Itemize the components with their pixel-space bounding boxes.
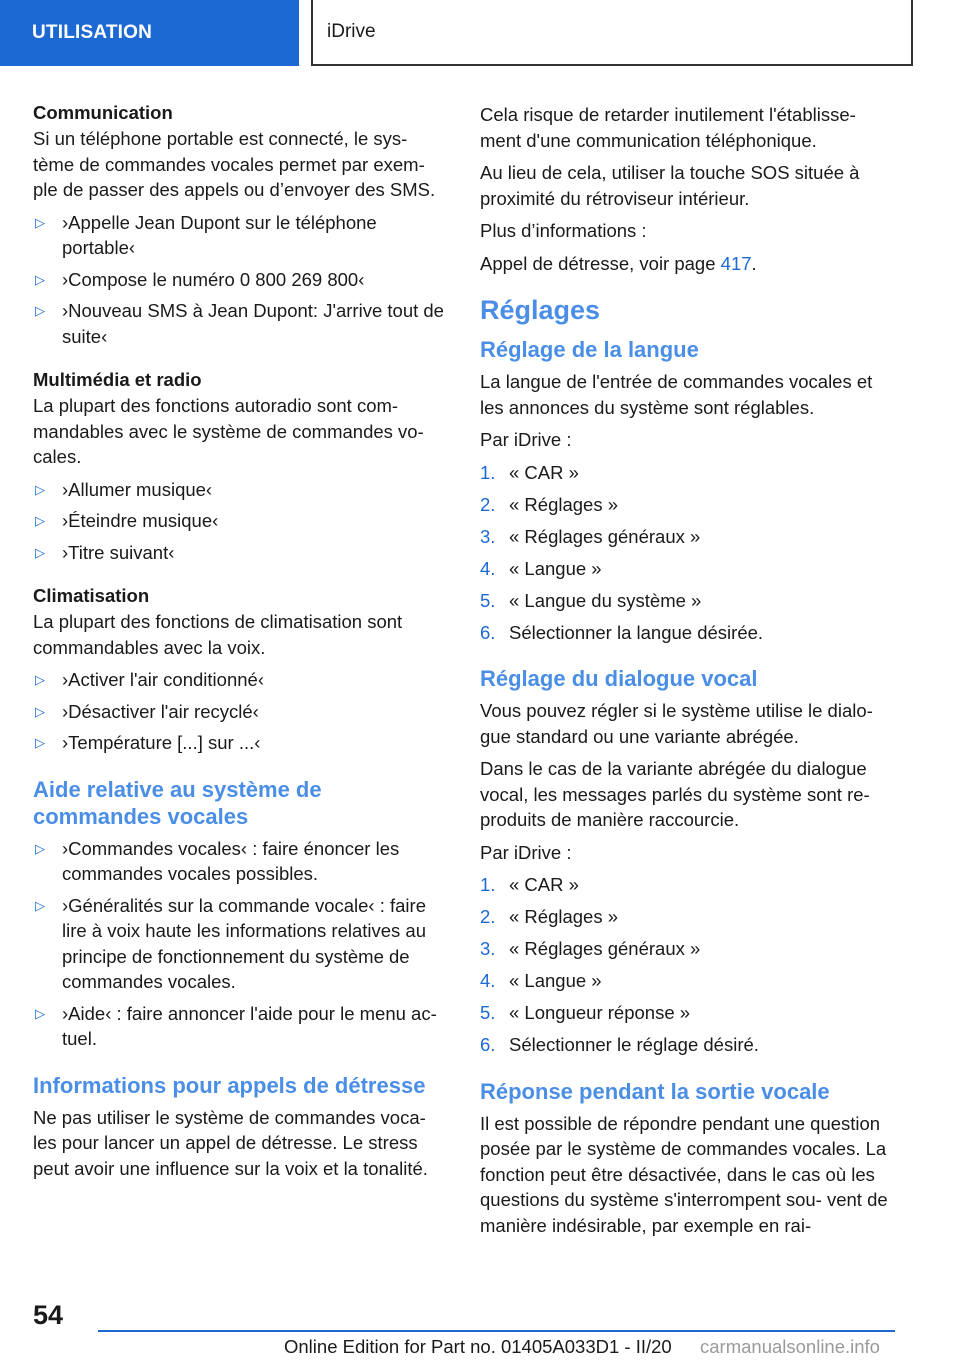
- list-item: ▷ ›Désactiver l'air recyclé‹: [33, 699, 445, 725]
- dialog-steps: [480, 872, 898, 1058]
- list-item: ▷ ›Allumer musique‹: [33, 477, 445, 503]
- triangle-bullet-icon: ▷: [35, 897, 45, 913]
- triangle-bullet-icon: ▷: [35, 513, 45, 528]
- list-item: 1. « CAR »: [480, 874, 579, 895]
- response-heading: Réponse pendant la sortie vocale: [480, 1078, 830, 1104]
- help-heading: Aide relative au système de commandes vocales: [33, 776, 322, 829]
- language-steps: [480, 460, 898, 646]
- list-item: 4. « Langue »: [480, 970, 602, 991]
- dialog-text-2: Dans le cas de la variante abrégée du dialogue vocal, les messages parlés du système sont re- produits de manière raccourcie.: [480, 758, 870, 830]
- communication-title: Communication: [33, 102, 173, 123]
- triangle-bullet-icon: ▷: [35, 544, 45, 560]
- sos-text: Au lieu de cela, utiliser la touche SOS située à proximité du rétroviseur intérieur.: [480, 162, 860, 209]
- triangle-bullet-icon: ▷: [35, 214, 45, 230]
- list-item: 5. « Longueur réponse »: [480, 1002, 691, 1023]
- multimedia-list: [33, 477, 445, 566]
- list-item: ▷ ›Nouveau SMS à Jean Dupont: J'arrive tout de suite‹: [35, 300, 444, 347]
- header-section-tab: UTILISATION: [0, 0, 299, 66]
- list-item: ▷ ›Aide‹ : faire annoncer l'aide pour le menu ac- tuel.: [35, 1002, 437, 1049]
- multimedia-title: Multimédia et radio: [33, 369, 202, 390]
- dialog-via: Par iDrive :: [480, 841, 572, 863]
- communication-list: [33, 210, 445, 350]
- left-column: [33, 100, 445, 1188]
- list-item: 2. « Réglages »: [480, 906, 619, 927]
- communication-text: Si un téléphone portable est connecté, le sys- tème de commandes vocales permet par exem- ple de passer des appels ou d’envoyer des SMS.: [33, 128, 436, 200]
- climate-list: [33, 667, 445, 756]
- list-item: 3. « Réglages généraux »: [480, 938, 701, 959]
- list-item: ▷ ›Température [...] sur ...‹: [33, 730, 445, 756]
- list-item: 6. Sélectionner le réglage désiré.: [480, 1034, 759, 1055]
- list-item: 4. « Langue »: [480, 557, 602, 579]
- list-item: 2. « Réglages »: [480, 493, 619, 515]
- triangle-bullet-icon: ▷: [35, 735, 45, 750]
- list-item: ▷ ›Éteindre musique‹: [33, 508, 445, 534]
- climate-title: Climatisation: [33, 585, 150, 606]
- page-number: 54: [33, 1300, 64, 1330]
- triangle-bullet-icon: ▷: [35, 303, 45, 318]
- list-item: 3. « Réglages généraux »: [480, 525, 701, 547]
- triangle-bullet-icon: ▷: [35, 1005, 45, 1021]
- emergency-text: Ne pas utiliser le système de commandes voca- les pour lancer un appel de détresse. Le stress peut avoir une influence sur la voix et la tonalité.: [33, 1106, 428, 1179]
- triangle-bullet-icon: ▷: [35, 703, 45, 719]
- triangle-bullet-icon: ▷: [35, 672, 45, 687]
- emergency-heading: Informations pour appels de détresse: [33, 1072, 426, 1098]
- list-item: ▷ ›Titre suivant‹: [33, 540, 445, 566]
- list-item: ▷ ›Compose le numéro 0 800 269 800‹: [33, 267, 445, 293]
- watermark: carmanualsonline.info: [700, 1336, 880, 1357]
- language-text: La langue de l'entrée de commandes vocales et les annonces du système sont réglables.: [480, 371, 873, 418]
- list-item: ▷ ›Activer l'air conditionné‹: [33, 667, 445, 693]
- triangle-bullet-icon: ▷: [35, 840, 45, 856]
- right-column: [480, 102, 898, 1245]
- header-chapter-title: iDrive: [311, 0, 913, 66]
- list-item: 5. « Langue du système »: [480, 589, 702, 611]
- dialog-heading: Réglage du dialogue vocal: [480, 666, 758, 691]
- continuation-text: Cela risque de retarder inutilement l'établisse- ment d'une communication téléphonique.: [480, 104, 856, 151]
- list-item: ▷ ›Commandes vocales‹ : faire énoncer les commandes vocales possibles.: [35, 837, 400, 884]
- more-info-label: Plus d’informations :: [480, 220, 647, 241]
- response-text: Il est possible de répondre pendant une question posée par le système de commandes vocales. La fonction peut être désactivée, dans le cas où les questions du système s'interrompent sou- vent de manière indésirable, par exemple en rai-: [480, 1112, 888, 1236]
- language-heading: Réglage de la langue: [480, 337, 699, 362]
- footer-edition: Online Edition for Part no. 01405A033D1 - II/20: [284, 1336, 672, 1357]
- list-item: ▷ ›Appelle Jean Dupont sur le téléphone portable‹: [35, 211, 377, 258]
- multimedia-text: La plupart des fonctions autoradio sont com- mandables avec le système de commandes vo- cales.: [33, 395, 424, 467]
- triangle-bullet-icon: ▷: [35, 481, 45, 497]
- list-item: 1. « CAR »: [480, 461, 579, 483]
- footer-rule: [98, 1330, 895, 1332]
- page-link[interactable]: 417: [720, 252, 752, 274]
- list-item: ▷ ›Généralités sur la commande vocale‹ : faire lire à voix haute les informations relatives au principe de fonctionnement du système de commandes vocales.: [35, 894, 427, 992]
- climate-text: La plupart des fonctions de climatisation sont commandables avec la voix.: [33, 611, 403, 658]
- settings-heading: Réglages: [480, 295, 601, 325]
- help-list: [33, 836, 445, 1052]
- list-item: 6. Sélectionner la langue désirée.: [480, 621, 764, 643]
- dialog-text-1: Vous pouvez régler si le système utilise le dialo- gue standard ou une variante abrégée.: [480, 700, 873, 747]
- page-reference: Appel de détresse, voir page 417.: [480, 252, 757, 274]
- triangle-bullet-icon: ▷: [35, 271, 45, 287]
- language-via: Par iDrive :: [480, 429, 572, 450]
